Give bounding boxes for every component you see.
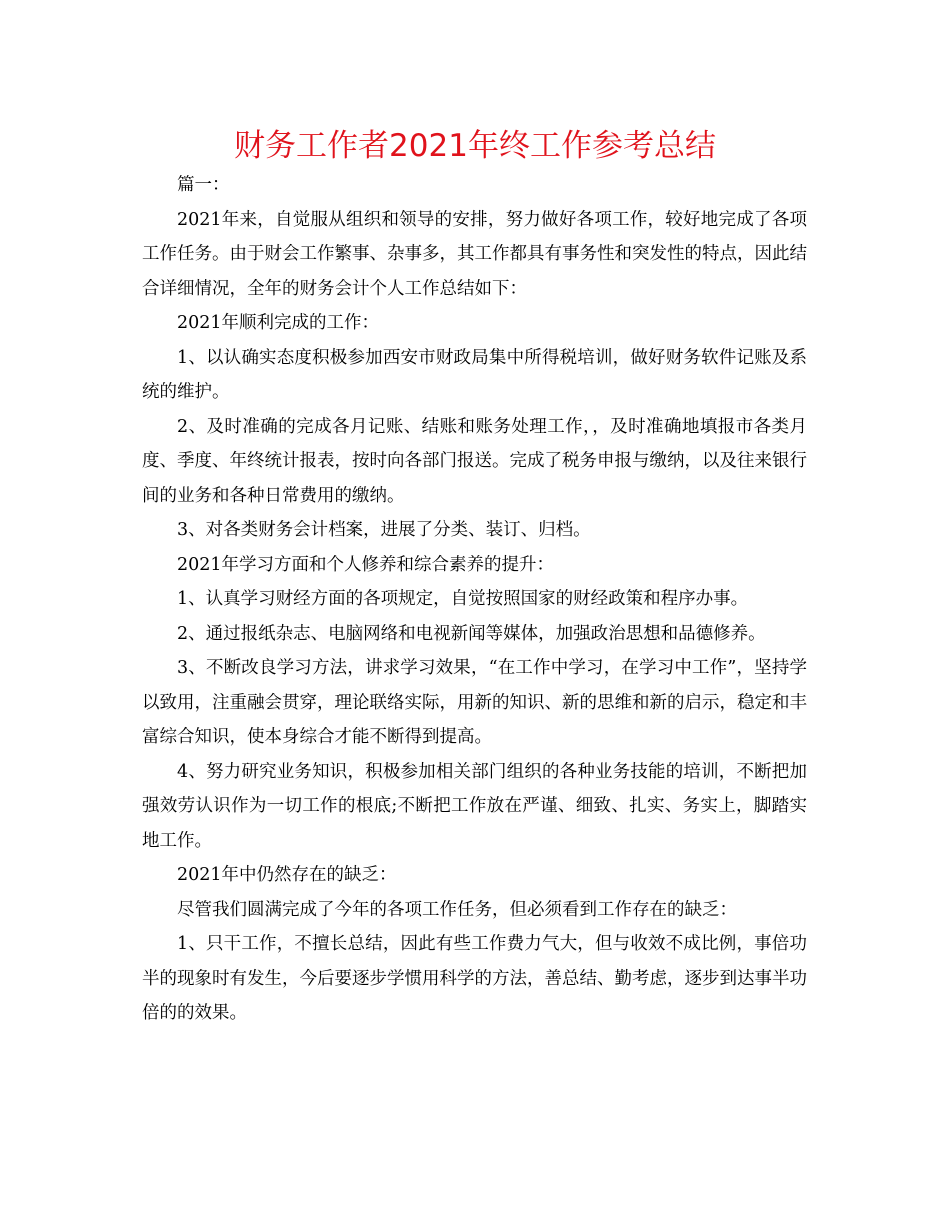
paragraph-intro: 2021年来，自觉服从组织和领导的安排，努力做好各项工作，较好地完成了各项工作任务。由于财会工作繁事、杂事多，其工作都具有事务性和突发性的特点，因此结合详细情况，全年的财务会计个人工作总结如下： bbox=[142, 209, 807, 299]
paragraph-section-label: 篇一： bbox=[177, 175, 230, 195]
paragraph-heading-learning: 2021年学习方面和个人修养和综合素养的提升： bbox=[177, 554, 555, 575]
document-title: 财务工作者2021年终工作参考总结 bbox=[234, 128, 716, 164]
paragraph-learning-item-4: 4、努力研究业务知识，积极参加相关部门组织的各种业务技能的培训，不断把加强效劳认识作为一切工作的根底;不断把工作放在严谨、细致、扎实、务实上，脚踏实地工作。 bbox=[142, 761, 807, 851]
paragraph-shortcomings-intro: 尽管我们圆满完成了今年的各项工作任务，但必须看到工作存在的缺乏： bbox=[177, 899, 737, 920]
paragraph-learning-item-3: 3、不断改良学习方法，讲求学习效果，“在工作中学习，在学习中工作”，坚持学以致用，注重融会贯穿，理论联络实际，用新的知识、新的思维和新的启示，稳定和丰富综合知识，使本身综合才能不断得到提高。 bbox=[142, 658, 807, 747]
paragraph-completed-item-3: 3、对各类财务会计档案，进展了分类、装订、归档。 bbox=[177, 520, 591, 540]
document-body bbox=[142, 168, 807, 1031]
paragraph-completed-item-1: 1、以认确实态度积极参加西安市财政局集中所得税培训，做好财务软件记账及系统的维护。 bbox=[142, 347, 807, 402]
paragraph-learning-item-1: 1、认真学习财经方面的各项规定，自觉按照国家的财经政策和程序办事。 bbox=[177, 589, 749, 609]
paragraph-heading-completed-work: 2021年顺利完成的工作： bbox=[177, 313, 380, 333]
paragraph-shortcomings-item-1: 1、只干工作，不擅长总结，因此有些工作费力气大，但与收效不成比例，事倍功半的现象时有发生，今后要逐步学惯用科学的方法，善总结、勤考虑，逐步到达事半功倍的的效果。 bbox=[142, 934, 807, 1023]
paragraph-learning-item-2: 2、通过报纸杂志、电脑网络和电视新闻等媒体，加强政治思想和品德修养。 bbox=[177, 623, 766, 644]
paragraph-heading-shortcomings: 2021年中仍然存在的缺乏： bbox=[177, 865, 397, 885]
paragraph-completed-item-2: 2、及时准确的完成各月记账、结账和账务处理工作，，及时准确地填报市各类月度、季度、年终统计报表，按时向各部门报送。完成了税务申报与缴纳，以及往来银行间的业务和各种日常费用的缴纳。 bbox=[142, 416, 807, 506]
